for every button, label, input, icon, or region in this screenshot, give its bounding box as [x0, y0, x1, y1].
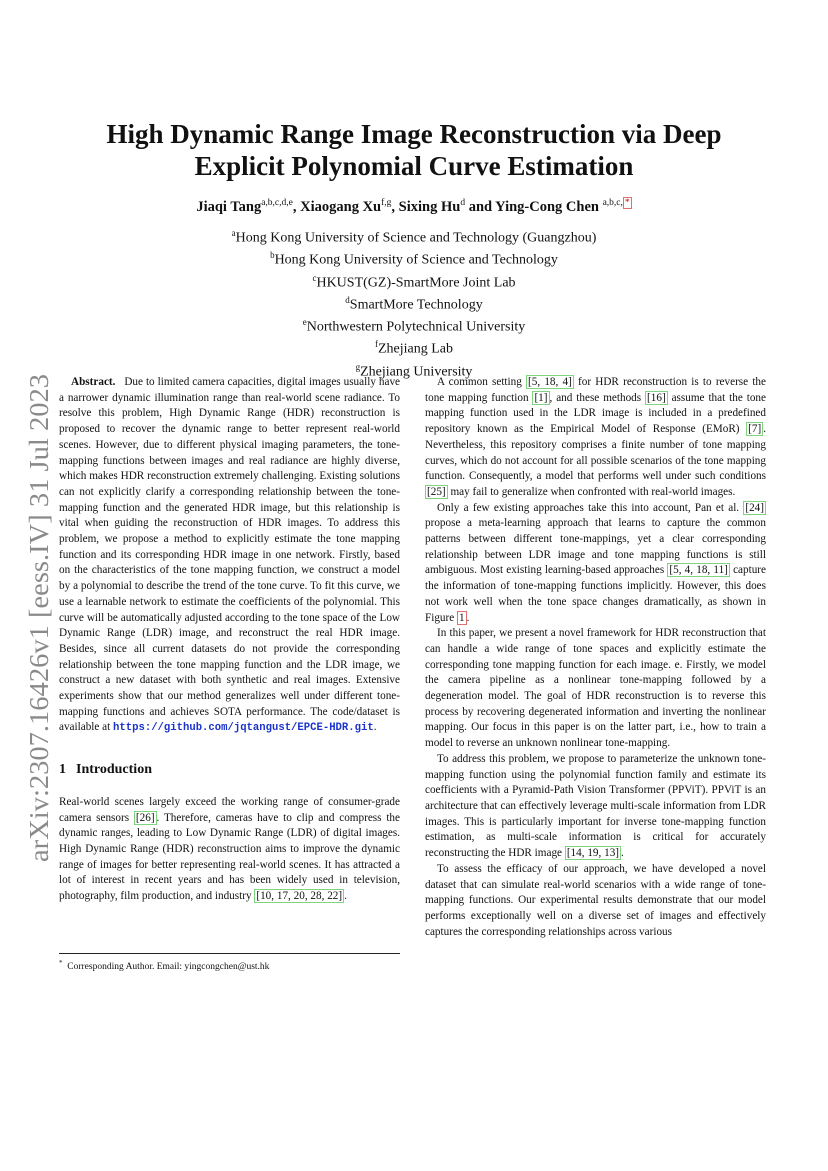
affiliation-mark: c: [312, 272, 317, 283]
figure-reference-link[interactable]: 1: [459, 611, 465, 624]
text-run: for HDR reconstruction is to reverse the tone mapping function: [425, 376, 766, 404]
author-name: Ying-Cong Chen: [495, 198, 603, 215]
author-separator: ,: [391, 198, 399, 215]
citation-link[interactable]: [24]: [745, 501, 764, 514]
body-paragraph: [425, 752, 766, 862]
affiliation-mark: d: [345, 294, 350, 305]
text-run: . Therefore, cameras have to clip and compress the dynamic ranges, leading to Low Dynamic Range (LDR) of digital images. High Dynamic Range (HDR) reconstruction aims to improve the dynamic range of images for better representing real-world scenes. It has attracted a lot of interest in recent years and has been widely used in television, photography, film production, and industry: [59, 811, 400, 903]
footnote-mark: *: [59, 959, 63, 967]
title-line-1: High Dynamic Range Image Reconstruction via Deep: [106, 119, 722, 149]
affiliation-mark: e: [302, 317, 307, 327]
affiliation-text: Hong Kong University of Science and Technology (Guangzhou): [235, 230, 597, 246]
text-run: .: [466, 611, 470, 624]
title-line-2: Explicit Polynomial Curve Estimation: [194, 151, 634, 181]
text-run: Real-world scenes largely exceed the working range of consumer-grade camera sensors: [59, 795, 400, 824]
author-name: Sixing Hu: [398, 198, 461, 215]
citation-link[interactable]: [14, 19, 13]: [566, 847, 620, 860]
affiliation-text: Zhejiang University: [360, 364, 473, 380]
affiliation-mark: a: [231, 228, 236, 238]
left-column: [59, 375, 400, 905]
body-paragraph: [425, 501, 766, 627]
affiliation-line: [60, 336, 768, 358]
text-run: capture the information of tone-mapping functions implicitly. However, this does not work well when the tone space changes dramatically, as shown in Figure: [425, 564, 766, 624]
citation-link[interactable]: [26]: [135, 811, 155, 824]
author-separator: ,: [292, 198, 301, 215]
author-affil-marks: f,g: [381, 198, 392, 208]
author-list: [60, 193, 768, 217]
section-title: Introduction: [76, 762, 152, 778]
text-run: , and these methods: [549, 391, 646, 404]
text-run: .: [344, 890, 347, 903]
author-affil-marks: a,b,c,: [602, 198, 623, 208]
introduction-paragraph: [59, 795, 400, 905]
body-paragraph: [425, 375, 766, 501]
affiliation-line: [60, 314, 768, 336]
affiliation-list: [60, 225, 768, 381]
footnote-text: Corresponding Author. Email: yingcongchen@ust.hk: [67, 962, 270, 973]
citation-link[interactable]: [1]: [534, 391, 548, 404]
text-run: . Nevertheless, this repository comprises a finite number of tone mapping curves, which do not account for all possible scenarios of the tone mapping function. Consequently, a model that performs well under such conditions: [425, 423, 766, 483]
section-heading-introduction: [59, 762, 400, 778]
affiliation-line: [60, 292, 768, 314]
body-paragraph: To assess the efficacy of our approach, we have developed a novel dataset that can simulate real-world scenarios with a wide range of tone-mapping functions. Our experimental results demonstrate that our model performs exceptionally well on a diverse set of images and effectively captures the corresponding relationships across various: [425, 862, 766, 938]
affiliation-text: Zhejiang Lab: [377, 341, 454, 357]
author-affil-marks: a,b,c,d,e: [261, 198, 293, 208]
paper-title: [60, 118, 768, 182]
abstract-paragraph: [59, 375, 400, 737]
text-run: Only a few existing approaches take this into account, Pan et al.: [437, 501, 744, 514]
affiliation-text: Northwestern Polytechnical University: [306, 319, 526, 335]
affiliation-line: [60, 225, 768, 247]
corresponding-author-link[interactable]: *: [624, 198, 630, 208]
citation-link[interactable]: [25]: [427, 485, 446, 498]
corresponding-author-footnote: [59, 957, 400, 973]
citation-link[interactable]: [7]: [748, 423, 762, 436]
citation-link[interactable]: [5, 4, 18, 11]: [669, 564, 728, 577]
affiliation-mark: g: [355, 361, 361, 372]
affiliation-line: [60, 270, 768, 292]
code-repository-link[interactable]: https://github.com/jqtangust/EPCE-HDR.git: [113, 722, 374, 735]
author-affil-marks: d: [460, 198, 466, 208]
text-run: .: [621, 847, 624, 860]
abstract-end: .: [373, 721, 377, 734]
text-run: propose a meta-learning approach that learns to capture the common patterns between different tone-mappings, yet a clear corresponding relationship between LDR image and tone mapping functions is still ambiguous. Most existing learning-based approaches: [425, 517, 766, 577]
abstract-label: Abstract.: [71, 376, 116, 388]
arxiv-identifier-stamp: [14, 372, 60, 862]
author-name: Jiaqi Tang: [196, 198, 262, 215]
arxiv-identifier-text: arXiv:2307.16426v1 [eess.IV] 31 Jul 2023: [24, 400, 54, 862]
author-name: Xiaogang Xu: [300, 198, 382, 215]
citation-link[interactable]: [16]: [647, 391, 666, 404]
text-run: A common setting: [437, 376, 527, 388]
text-run: assume that the tone mapping function used in the LDR image is included in a predefined repository known as the Empirical Model of Response (EMoR): [425, 391, 766, 436]
text-run: may fail to generalize when confronted with real-world images.: [447, 485, 736, 498]
citation-link[interactable]: [5, 18, 4]: [528, 376, 572, 388]
affiliation-mark: b: [270, 250, 275, 261]
affiliation-mark: f: [374, 339, 378, 350]
text-run: To address this problem, we propose to parameterize the unknown tone-mapping function using the polynomial function family and estimate its coefficients with a Pyramid-Path Vision Transformer (PPViT). PPViT is an architecture that can effectively leverage multi-scale information from LDR images. This is particularly important for inverse tone-mapping function estimation, as multi-scale information is critical for accurately reconstructing the HDR image: [425, 752, 766, 860]
affiliation-text: HKUST(GZ)-SmartMore Joint Lab: [316, 275, 516, 291]
affiliation-line: [60, 247, 768, 269]
citation-link[interactable]: [10, 17, 20, 28, 22]: [256, 890, 343, 903]
right-column: [425, 375, 766, 940]
body-paragraph: In this paper, we present a novel framework for HDR reconstruction that can handle a wide range of tone spaces and explicitly estimate the corresponding tone mapping function for each image. e. Firstly, we model the camera pipeline as a nonlinear tone-mapping followed by a degeneration model. The goal of HDR reconstruction is to reverse this process by recovering degenerated information and inverting the nonlinear mapping. Our focus in this paper is on the latter part, i.e., how to train a model to reverse an unknown nonlinear tone-mapping.: [425, 627, 766, 750]
author-separator: and: [465, 198, 496, 215]
affiliation-text: SmartMore Technology: [349, 297, 483, 313]
footnote-divider: [59, 953, 400, 954]
abstract-body: Due to limited camera capacities, digital images usually have a narrower dynamic illumination range than real-world scene radiance. To resolve this problem, High Dynamic Range (HDR) reconstruction is proposed to recover the dynamic range to better represent real-world scenes. However, due to different physical imaging parameters, the tone-mapping functions between images and real radiance are highly diverse, which makes HDR reconstruction extremely challenging. Existing solutions can not explicitly clarify a corresponding relationship between the tone-mapping function and the generated HDR image, but this relationship is vital when guiding the reconstruction of HDR images. To address this problem, we propose a method to explicitly estimate the tone mapping function and its corresponding HDR image in one network. Firstly, based on the characteristics of the tone mapping function, we construct a model by a polynomial to describe the trend of the tone curve. To fit this curve, we use a learnable network to estimate the coefficients of the polynomial. This curve will be automatically adjusted according to the tone space of the Low Dynamic Range (LDR) image, and reconstruct the real HDR image. Besides, since all current datasets do not provide the corresponding relationship between the tone mapping function and the LDR image, we construct a new dataset with both synthetic and real images. Extensive experiments show that our method generalizes well under different tone-mapping functions and achieves SOTA performance. The code/dataset is available at: [59, 376, 401, 734]
affiliation-text: Hong Kong University of Science and Technology: [274, 252, 558, 268]
section-number: 1: [59, 762, 66, 778]
